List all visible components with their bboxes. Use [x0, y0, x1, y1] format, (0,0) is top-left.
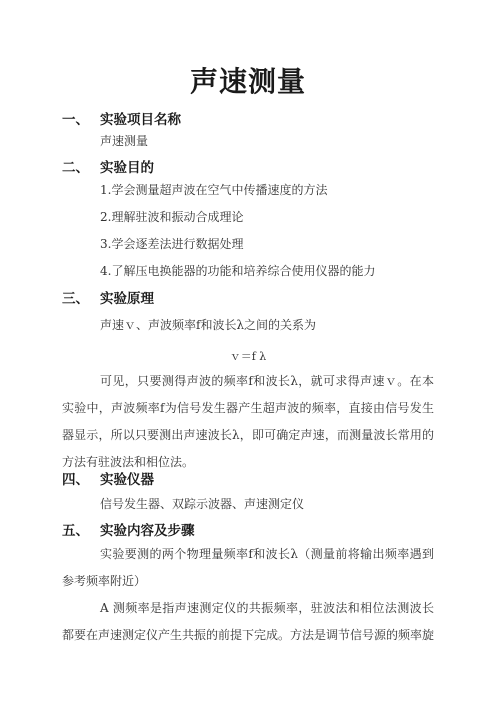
section-heading-4 — [62, 468, 154, 488]
objective-item-4: 4.了解压电换能器的功能和培养综合使用仪器的能力 — [100, 264, 376, 278]
section-number: 三、 — [62, 291, 89, 307]
section-title: 实验项目名称 — [100, 112, 181, 128]
section-heading-1 — [62, 108, 181, 128]
section-number: 四、 — [62, 472, 89, 488]
section-number: 五、 — [62, 523, 89, 539]
section-heading-2 — [62, 156, 154, 176]
principle-paragraph: 可见，只要测得声波的频率f和波长λ，就可求得声速ｖ。在本实验中，声波频率f为信号发生器产生超声波的频率，直接由信号发生器显示，所以只要测出声速波长λ，即可确定声速，而测量波长常用的方法有驻波法和相位法。 — [62, 374, 434, 469]
objective-item-2: 2.理解驻波和振动合成理论 — [100, 210, 244, 224]
speed-formula: ｖ＝f λ — [229, 350, 267, 363]
procedure-paragraph-2: A 测频率是指声速测定仪的共振频率，驻波法和相位法测波长都要在声速测定仪产生共振的前提下完成。方法是调节信号源的频率旋 — [62, 601, 435, 642]
objective-item-1: 1.学会测量超声波在空气中传播速度的方法 — [100, 183, 328, 197]
section-heading-5 — [62, 519, 195, 539]
procedure-paragraph-1: 实验要测的两个物理量频率f和波长λ（测量前将输出频率遇到参考频率附近） — [62, 547, 434, 588]
section-title: 实验原理 — [100, 291, 154, 307]
principle-intro: 声速ｖ、声波频率f和波长λ之间的关系为 — [100, 318, 317, 332]
instruments-list: 信号发生器、双踪示波器、声速测定仪 — [100, 497, 305, 511]
section-title: 实验内容及步骤 — [100, 523, 195, 539]
objective-item-3: 3.学会逐差法进行数据处理 — [100, 237, 244, 251]
section-1-body: 声速测量 — [100, 134, 149, 148]
section-number: 一、 — [62, 112, 89, 128]
section-title: 实验目的 — [100, 160, 154, 176]
document-title: 声速测量 — [189, 65, 306, 98]
section-title: 实验仪器 — [100, 472, 154, 488]
section-heading-3 — [62, 287, 154, 307]
section-number: 二、 — [62, 160, 89, 176]
